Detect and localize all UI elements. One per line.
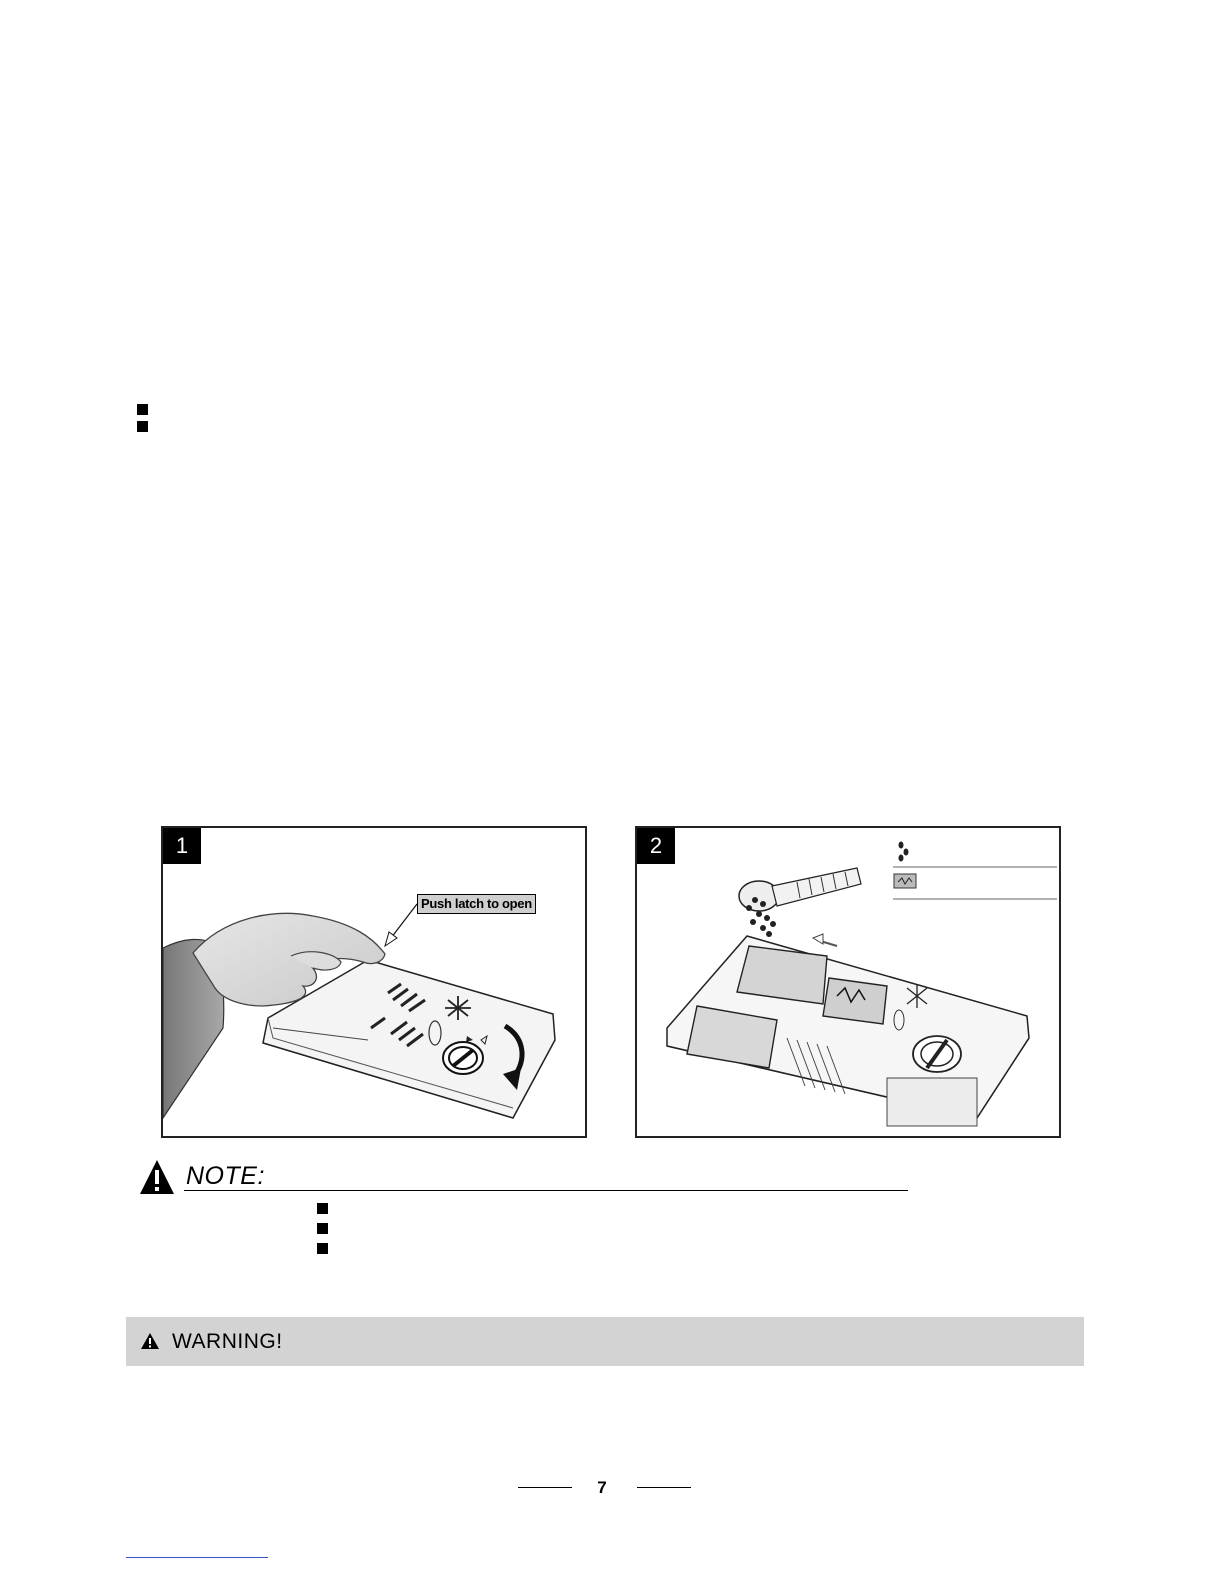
figure-2: [635, 826, 1061, 1138]
detergent-tablet-icon: [894, 874, 916, 888]
figure-1-number: 1: [163, 828, 201, 864]
footer-link-underline[interactable]: [126, 1557, 268, 1558]
note-bullet-2: [317, 1223, 328, 1234]
figure-1: [161, 826, 587, 1138]
page-number-rule-right: [637, 1487, 691, 1488]
bullet-marker-2: [137, 421, 148, 432]
sparkle-icon: [445, 996, 471, 1020]
bullet-marker-1: [137, 404, 148, 415]
page-number: 7: [597, 1478, 607, 1497]
figure-2-number: 2: [637, 828, 675, 864]
warning-banner: [126, 1317, 1084, 1366]
warning-triangle-icon: [138, 1158, 176, 1196]
warning-triangle-icon: [140, 1332, 160, 1350]
rinse-aid-drops-icon: [899, 842, 909, 862]
figure-2-illustration: [637, 828, 1059, 1136]
figure-1-illustration: [163, 828, 585, 1136]
push-latch-callout: Push latch to open: [417, 894, 536, 914]
note-bullet-3: [317, 1243, 328, 1254]
note-divider: [184, 1190, 908, 1191]
warning-heading: WARNING!: [172, 1330, 283, 1353]
page-number-rule-left: [518, 1487, 572, 1488]
note-bullet-1: [317, 1203, 328, 1214]
note-heading: NOTE:: [186, 1162, 265, 1190]
